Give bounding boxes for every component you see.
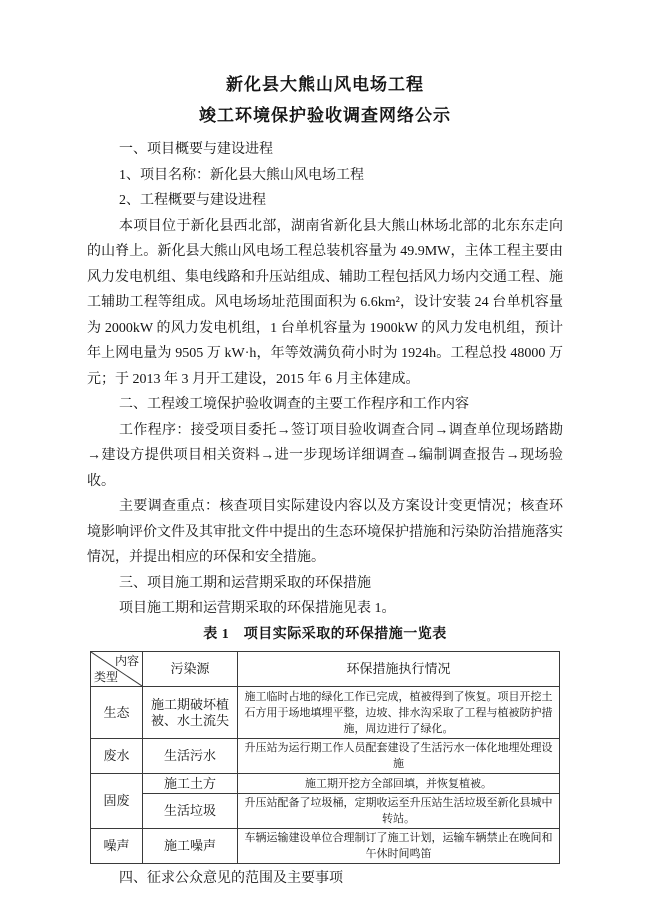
doc-title-line2: 竣工环境保护验收调查网络公示 bbox=[199, 106, 451, 125]
row-type-cell-merged: 固废 bbox=[91, 774, 143, 829]
diagonal-label-content: 内容 bbox=[114, 654, 139, 668]
table-caption: 表 1 项目实际采取的环保措施一览表 bbox=[203, 626, 447, 642]
work-procedure-paragraph: 工作程序：接受项目委托→签订项目验收调查合同→调查单位现场踏勘→建设方提供项目相关资料→进一步现场详细调查→编制调查报告→现场验收。 bbox=[87, 422, 563, 489]
document-content bbox=[87, 72, 563, 892]
row-source-cell: 施工期破坏植被、水土流失 bbox=[143, 687, 238, 739]
row-source-cell: 生活垃圾 bbox=[143, 794, 238, 829]
row-measure-cell: 施工期开挖方全部回填，并恢复植被。 bbox=[238, 774, 560, 794]
row-measure-cell: 车辆运输建设单位合理制订了施工计划，运输车辆禁止在晚间和午休时间鸣笛 bbox=[238, 829, 560, 864]
table-row-wastewater bbox=[91, 739, 560, 774]
row-source-cell: 施工噪声 bbox=[143, 829, 238, 864]
document-body bbox=[87, 137, 563, 892]
table-row-ecology bbox=[91, 687, 560, 739]
section-3-heading: 三、项目施工期和运营期采取的环保措施 bbox=[119, 575, 371, 591]
row-type-cell: 生态 bbox=[91, 687, 143, 739]
row-type-cell: 废水 bbox=[91, 739, 143, 774]
section-1-heading: 一、项目概要与建设进程 bbox=[119, 142, 273, 157]
diagonal-label-type: 类型 bbox=[94, 670, 119, 684]
row-source-cell: 施工土方 bbox=[143, 774, 238, 794]
row-source-cell: 生活污水 bbox=[143, 739, 238, 774]
table-row-solid-waste-spoil bbox=[91, 774, 560, 794]
column-header-measure-status: 环保措施执行情况 bbox=[238, 652, 560, 687]
table-row-noise bbox=[91, 829, 560, 864]
survey-focus-paragraph: 主要调查重点：核查项目实际建设内容以及方案设计变更情况；核查环境影响评价文件及其审批文件中提出的生态环境保护措施和污染防治措施落实情况，并提出相应的环保和安全措施。 bbox=[87, 499, 563, 565]
row-type-cell: 噪声 bbox=[91, 829, 143, 864]
section-1-subheading: 2、工程概要与建设进程 bbox=[119, 193, 266, 208]
project-overview-paragraph: 本项目位于新化县西北部，湖南省新化县大熊山林场北部的北东东走向的山脊上。新化县大熊山风电场工程总装机容量为 49.9MW，主体工程主要由风力发电机组、集电线路和升压站组成、辅助工程包括风力场内交通工程、施工辅助工程等组成。风电场场址范围面积为 6.6km²，设计安装 24 台单机容量为 2000kW 的风力发电机组，1 台单机容量为 1900kW 的风力发电机组，预计年上网电量为 9505 万 kW·h，年等效满负荷小时为 1924h。工程总投 48000 万元；于 2013 年 3 月开工建设，2015 年 6 月主体建成。 bbox=[87, 218, 563, 387]
table-header-row bbox=[91, 652, 560, 687]
section-1-project-name: 1、项目名称：新化县大熊山风电场工程 bbox=[119, 167, 364, 183]
doc-title-line1: 新化县大熊山风电场工程 bbox=[226, 75, 424, 94]
row-measure-cell: 升压站配备了垃圾桶，定期收运至升压站生活垃圾至新化县城中转站。 bbox=[238, 794, 560, 829]
row-measure-cell: 施工临时占地的绿化工作已完成，植被得到了恢复。项目开挖土石方用于场地填埋平整，边坡、排水沟采取了工程与植被防护措施，周边进行了绿化。 bbox=[238, 687, 560, 739]
diagonal-header-cell bbox=[91, 652, 143, 687]
column-header-pollution-source: 污染源 bbox=[143, 652, 238, 687]
environmental-measures-table bbox=[90, 651, 560, 864]
section-3-note: 项目施工期和运营期采取的环保措施见表 1。 bbox=[119, 601, 396, 616]
section-2-heading: 二、工程竣工境保护验收调查的主要工作程序和工作内容 bbox=[119, 397, 469, 412]
row-measure-cell: 升压站为运行期工作人员配套建设了生活污水一体化地埋处理设施 bbox=[238, 739, 560, 774]
section-4-heading: 四、征求公众意见的范围及主要事项 bbox=[119, 871, 343, 886]
table-row-solid-waste-garbage bbox=[91, 794, 560, 829]
